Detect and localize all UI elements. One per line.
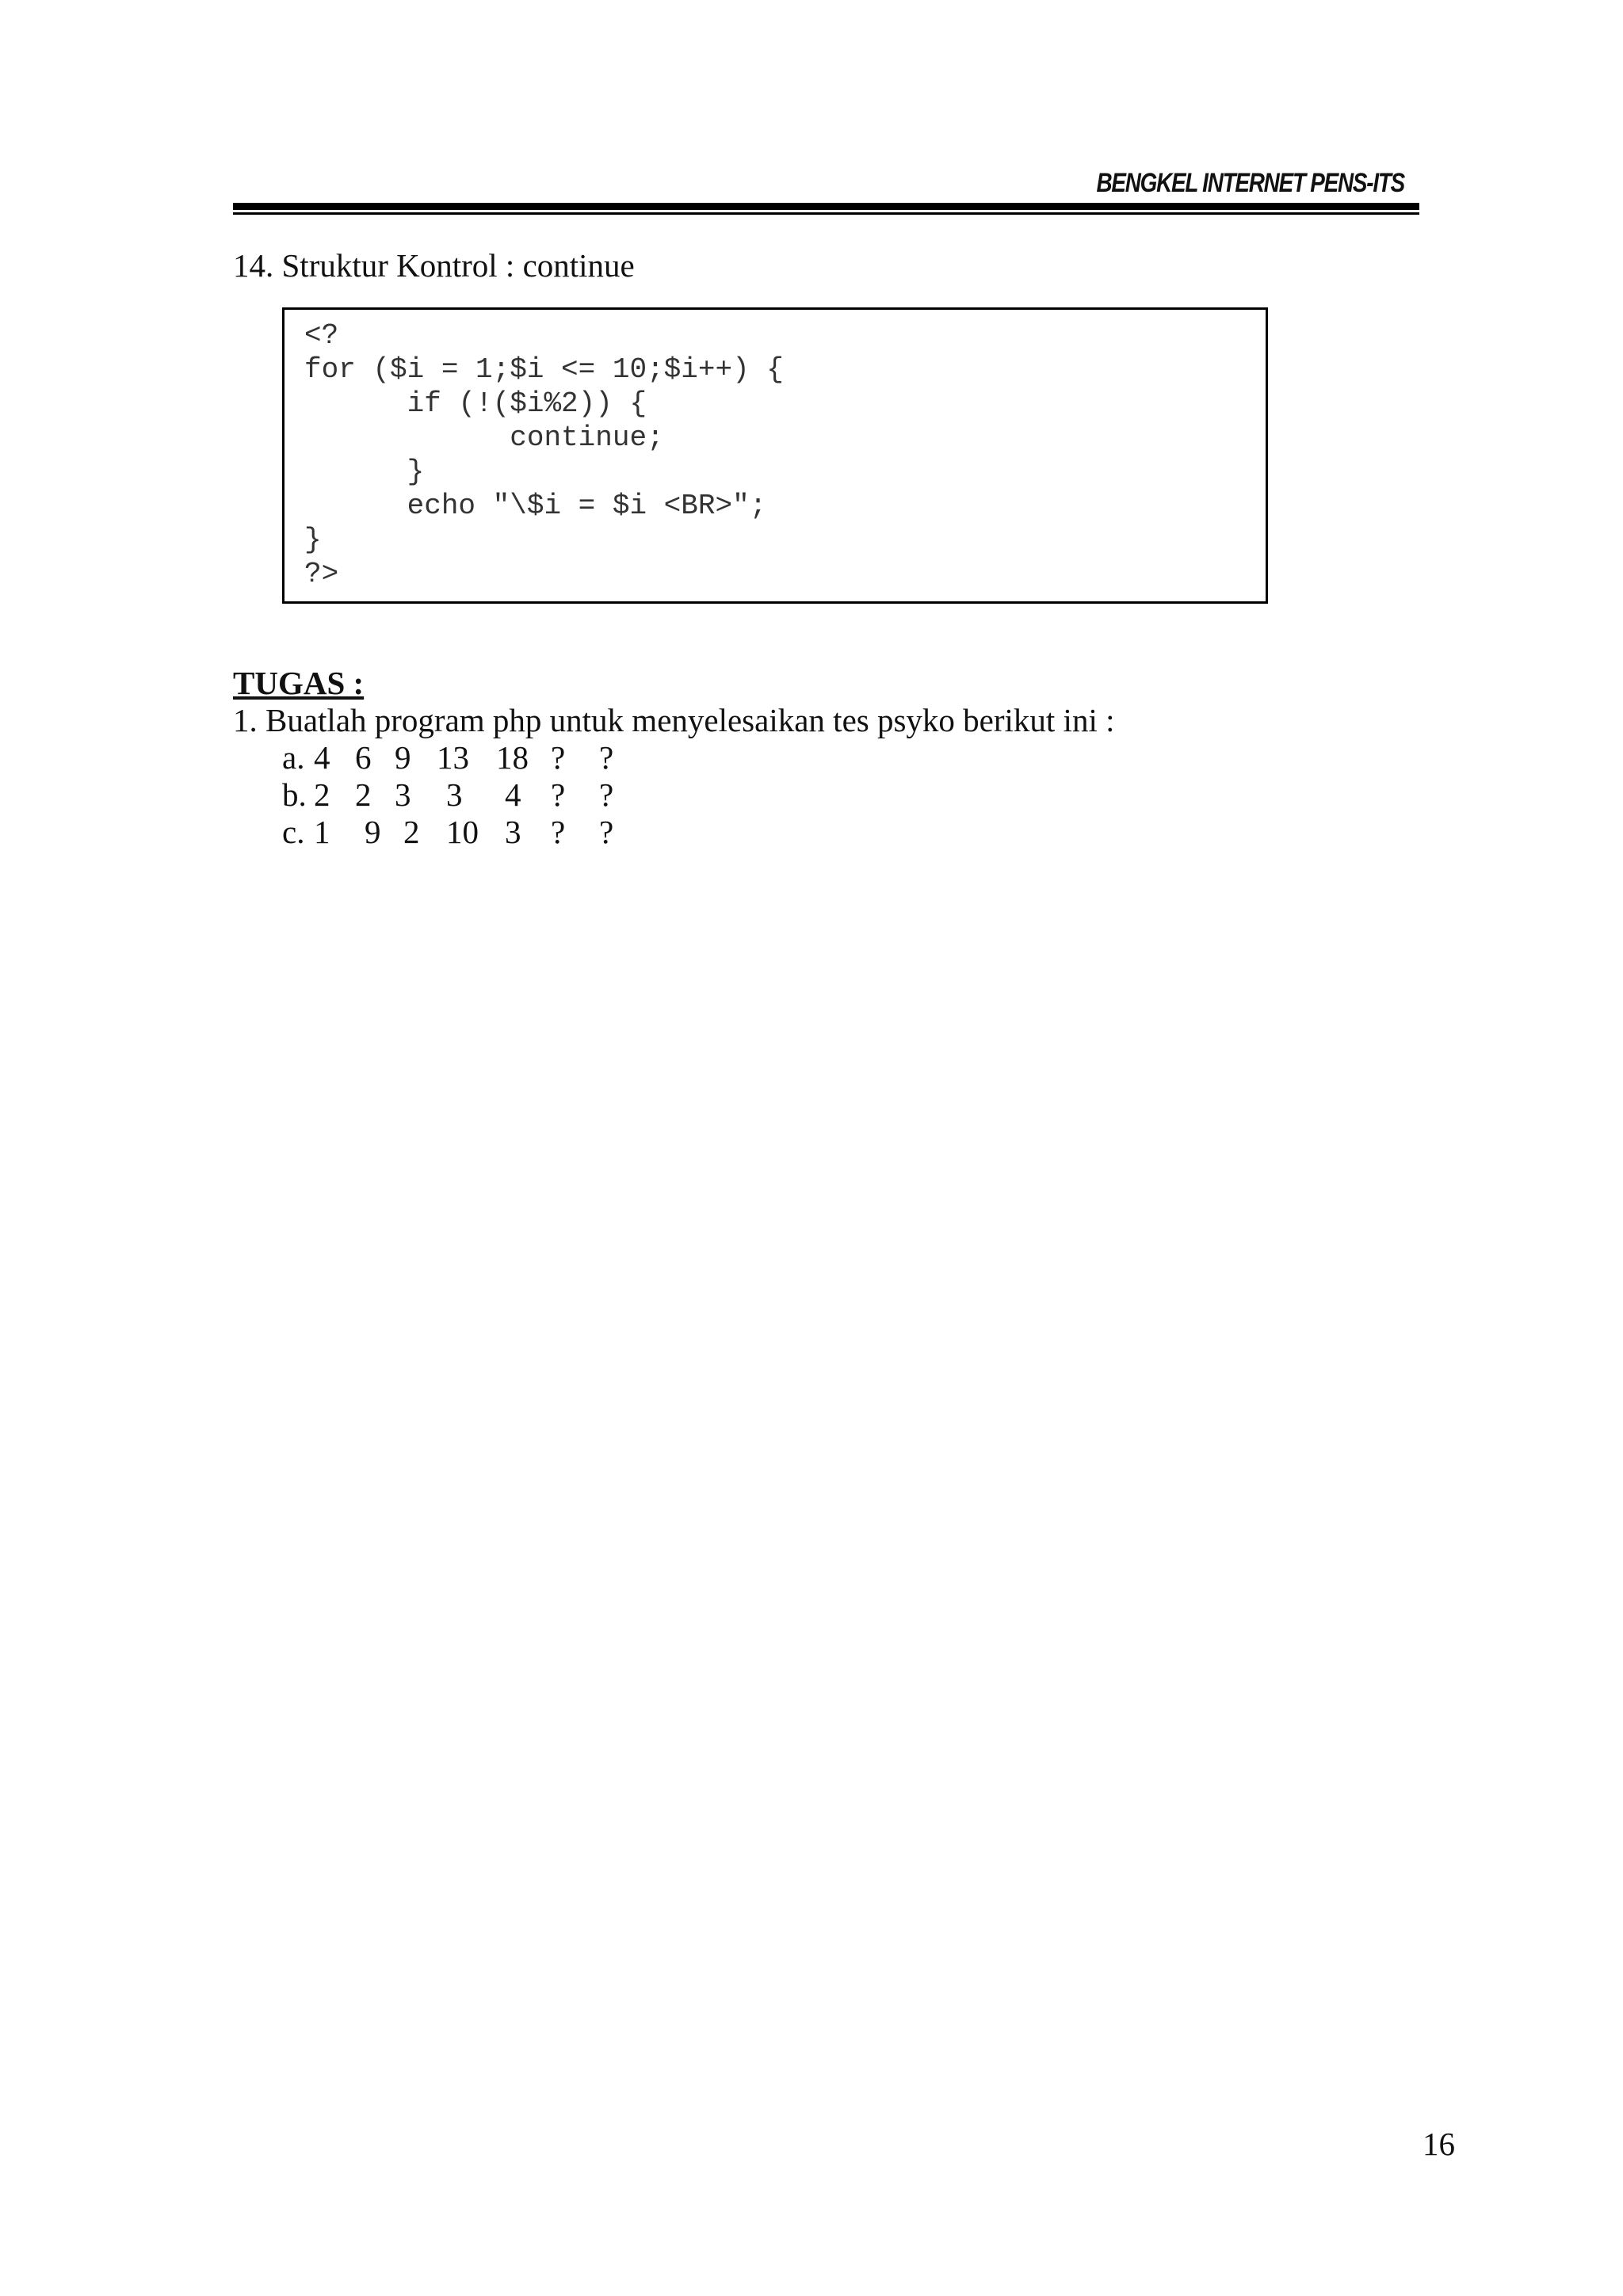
sequence-value: 9 <box>395 739 411 776</box>
sequence-value: 3 <box>505 814 521 850</box>
sequence-label: a. <box>282 739 305 776</box>
code-line: for ($i = 1;$i <= 10;$i++) { <box>304 353 784 386</box>
sequence-value: 6 <box>355 739 372 776</box>
sequence-value: ? <box>599 814 614 850</box>
code-line: continue; <box>304 421 664 454</box>
sequence-value: ? <box>599 739 614 776</box>
sequence-value: 3 <box>446 776 463 813</box>
tugas-heading: TUGAS : <box>233 665 365 701</box>
section-heading: 14. Struktur Kontrol : continue <box>233 247 635 284</box>
sequence-value: 3 <box>395 776 411 813</box>
sequence-row-a <box>0 738 1623 778</box>
code-line: <? <box>304 319 339 352</box>
sequence-value: ? <box>551 814 566 850</box>
sequence-value: 9 <box>365 814 381 850</box>
sequence-value: ? <box>599 776 614 813</box>
code-line: } <box>304 456 425 488</box>
task-instruction: 1. Buatlah program php untuk menyelesaikan tes psyko berikut ini : <box>233 702 1115 738</box>
sequence-value: 4 <box>314 739 330 776</box>
sequence-value: 2 <box>403 814 420 850</box>
sequence-value: 4 <box>505 776 521 813</box>
code-line: echo "\$i = $i <BR>"; <box>304 490 767 522</box>
header-title: BENGKEL INTERNET PENS-ITS <box>1096 168 1404 198</box>
sequence-value: 2 <box>314 776 330 813</box>
page-number: 16 <box>1423 2126 1455 2162</box>
code-line: } <box>304 524 322 556</box>
header-rule-thin <box>233 212 1419 215</box>
sequence-value: 1 <box>314 814 330 850</box>
sequence-value: 13 <box>437 739 469 776</box>
sequence-value: 18 <box>496 739 529 776</box>
sequence-row-c <box>0 813 1623 852</box>
header-rule-thick <box>233 203 1419 210</box>
sequence-value: ? <box>551 776 566 813</box>
sequence-row-b <box>0 776 1623 815</box>
sequence-value: 10 <box>446 814 479 850</box>
sequence-label: b. <box>282 776 307 813</box>
sequence-value: 2 <box>355 776 372 813</box>
sequence-label: c. <box>282 814 305 850</box>
sequence-value: ? <box>551 739 566 776</box>
code-block <box>282 307 1268 604</box>
code-line: if (!($i%2)) { <box>304 387 647 420</box>
code-line: ?> <box>304 558 339 590</box>
